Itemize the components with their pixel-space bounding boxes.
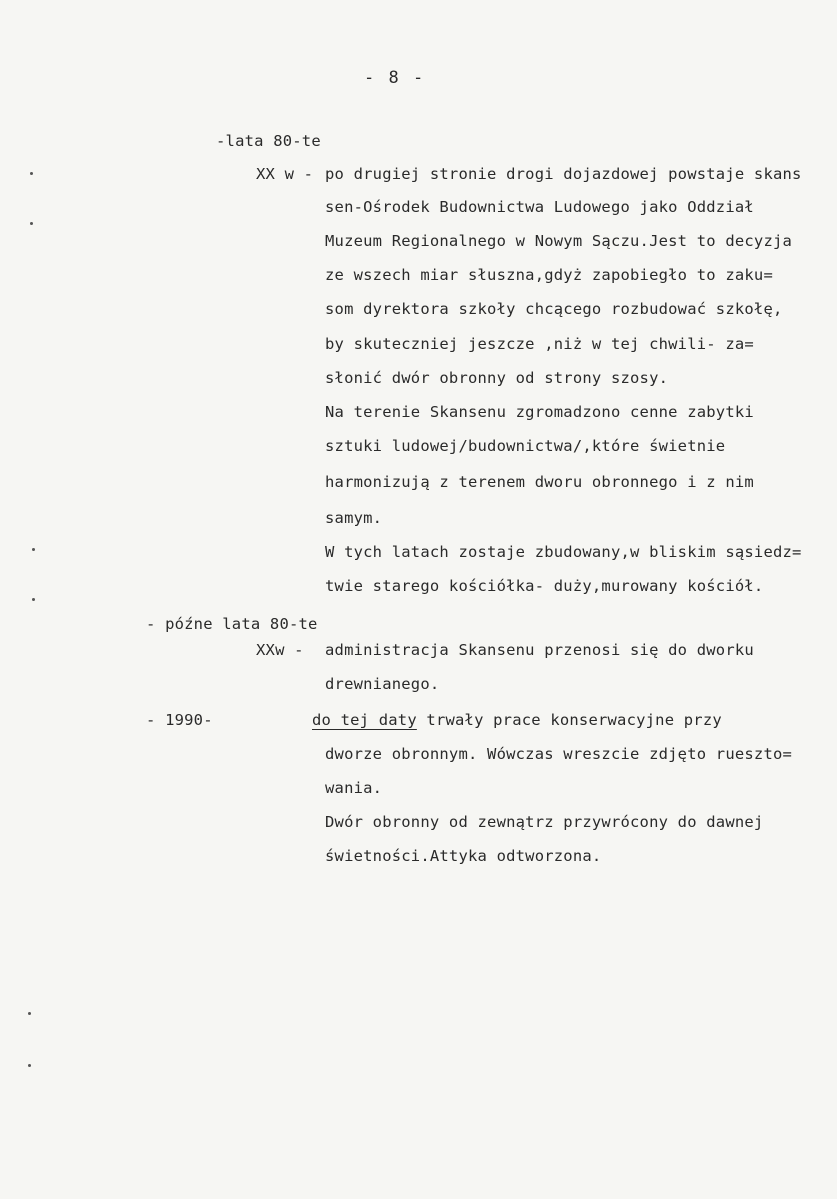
- scan-speck: [30, 172, 33, 175]
- text-line: som dyrektora szkoły chcącego rozbudować szkołę,: [325, 300, 783, 318]
- text-line: Muzeum Regionalnego w Nowym Sączu.Jest to decyzja: [325, 232, 793, 250]
- text-line: ze wszech miar słuszna,gdyż zapobiegło to zaku=: [325, 266, 773, 284]
- underlined-phrase: do tej daty: [312, 711, 417, 729]
- text-line: sen-Ośrodek Budownictwa Ludowego jako Oddział: [325, 198, 754, 216]
- text-line: drewnianego.: [325, 675, 440, 693]
- text-line: Dwór obronny od zewnątrz przywrócony do dawnej: [325, 813, 764, 831]
- text-line: twie starego kościółka- duży,murowany kościół.: [325, 577, 764, 595]
- text-line: W tych latach zostaje zbudowany,w bliskim sąsiedz=: [325, 543, 802, 561]
- text-line-rest: trwały prace konserwacyjne przy: [426, 711, 722, 729]
- text-line: świetności.Attyka odtworzona.: [325, 847, 602, 865]
- text-line: Na terenie Skansenu zgromadzono cenne zabytki: [325, 403, 754, 421]
- text-line: harmonizują z terenem dworu obronnego i z nim: [325, 473, 754, 491]
- text-line-first: [312, 710, 722, 730]
- period-label-1990: - 1990-: [146, 711, 213, 729]
- text-line: sztuki ludowej/budownictwa/,które świetnie: [325, 437, 726, 455]
- scan-speck: [28, 1012, 31, 1015]
- scan-speck: [28, 1064, 31, 1067]
- scan-speck: [30, 222, 33, 225]
- text-line: wania.: [325, 779, 383, 797]
- text-line: po drugiej stronie drogi dojazdowej powstaje skans: [325, 165, 802, 183]
- period-label-lata-80: -lata 80-te: [216, 132, 321, 150]
- period-label-pozne-lata-80: - późne lata 80-te: [146, 615, 318, 633]
- text-line: dworze obronnym. Wówczas wreszcie zdjęto rueszto=: [325, 745, 793, 763]
- scan-speck: [32, 598, 35, 601]
- text-line: słonić dwór obronny od strony szosy.: [325, 369, 669, 387]
- century-label-xx-w: XX w -: [256, 165, 314, 183]
- text-line: samym.: [325, 509, 383, 527]
- century-label-xxw: XXw -: [256, 641, 304, 659]
- text-line: administracja Skansenu przenosi się do dworku: [325, 641, 754, 659]
- page-number: - 8 -: [364, 68, 426, 88]
- scan-speck: [32, 548, 35, 551]
- text-line: by skuteczniej jeszcze ,niż w tej chwili- za=: [325, 335, 754, 353]
